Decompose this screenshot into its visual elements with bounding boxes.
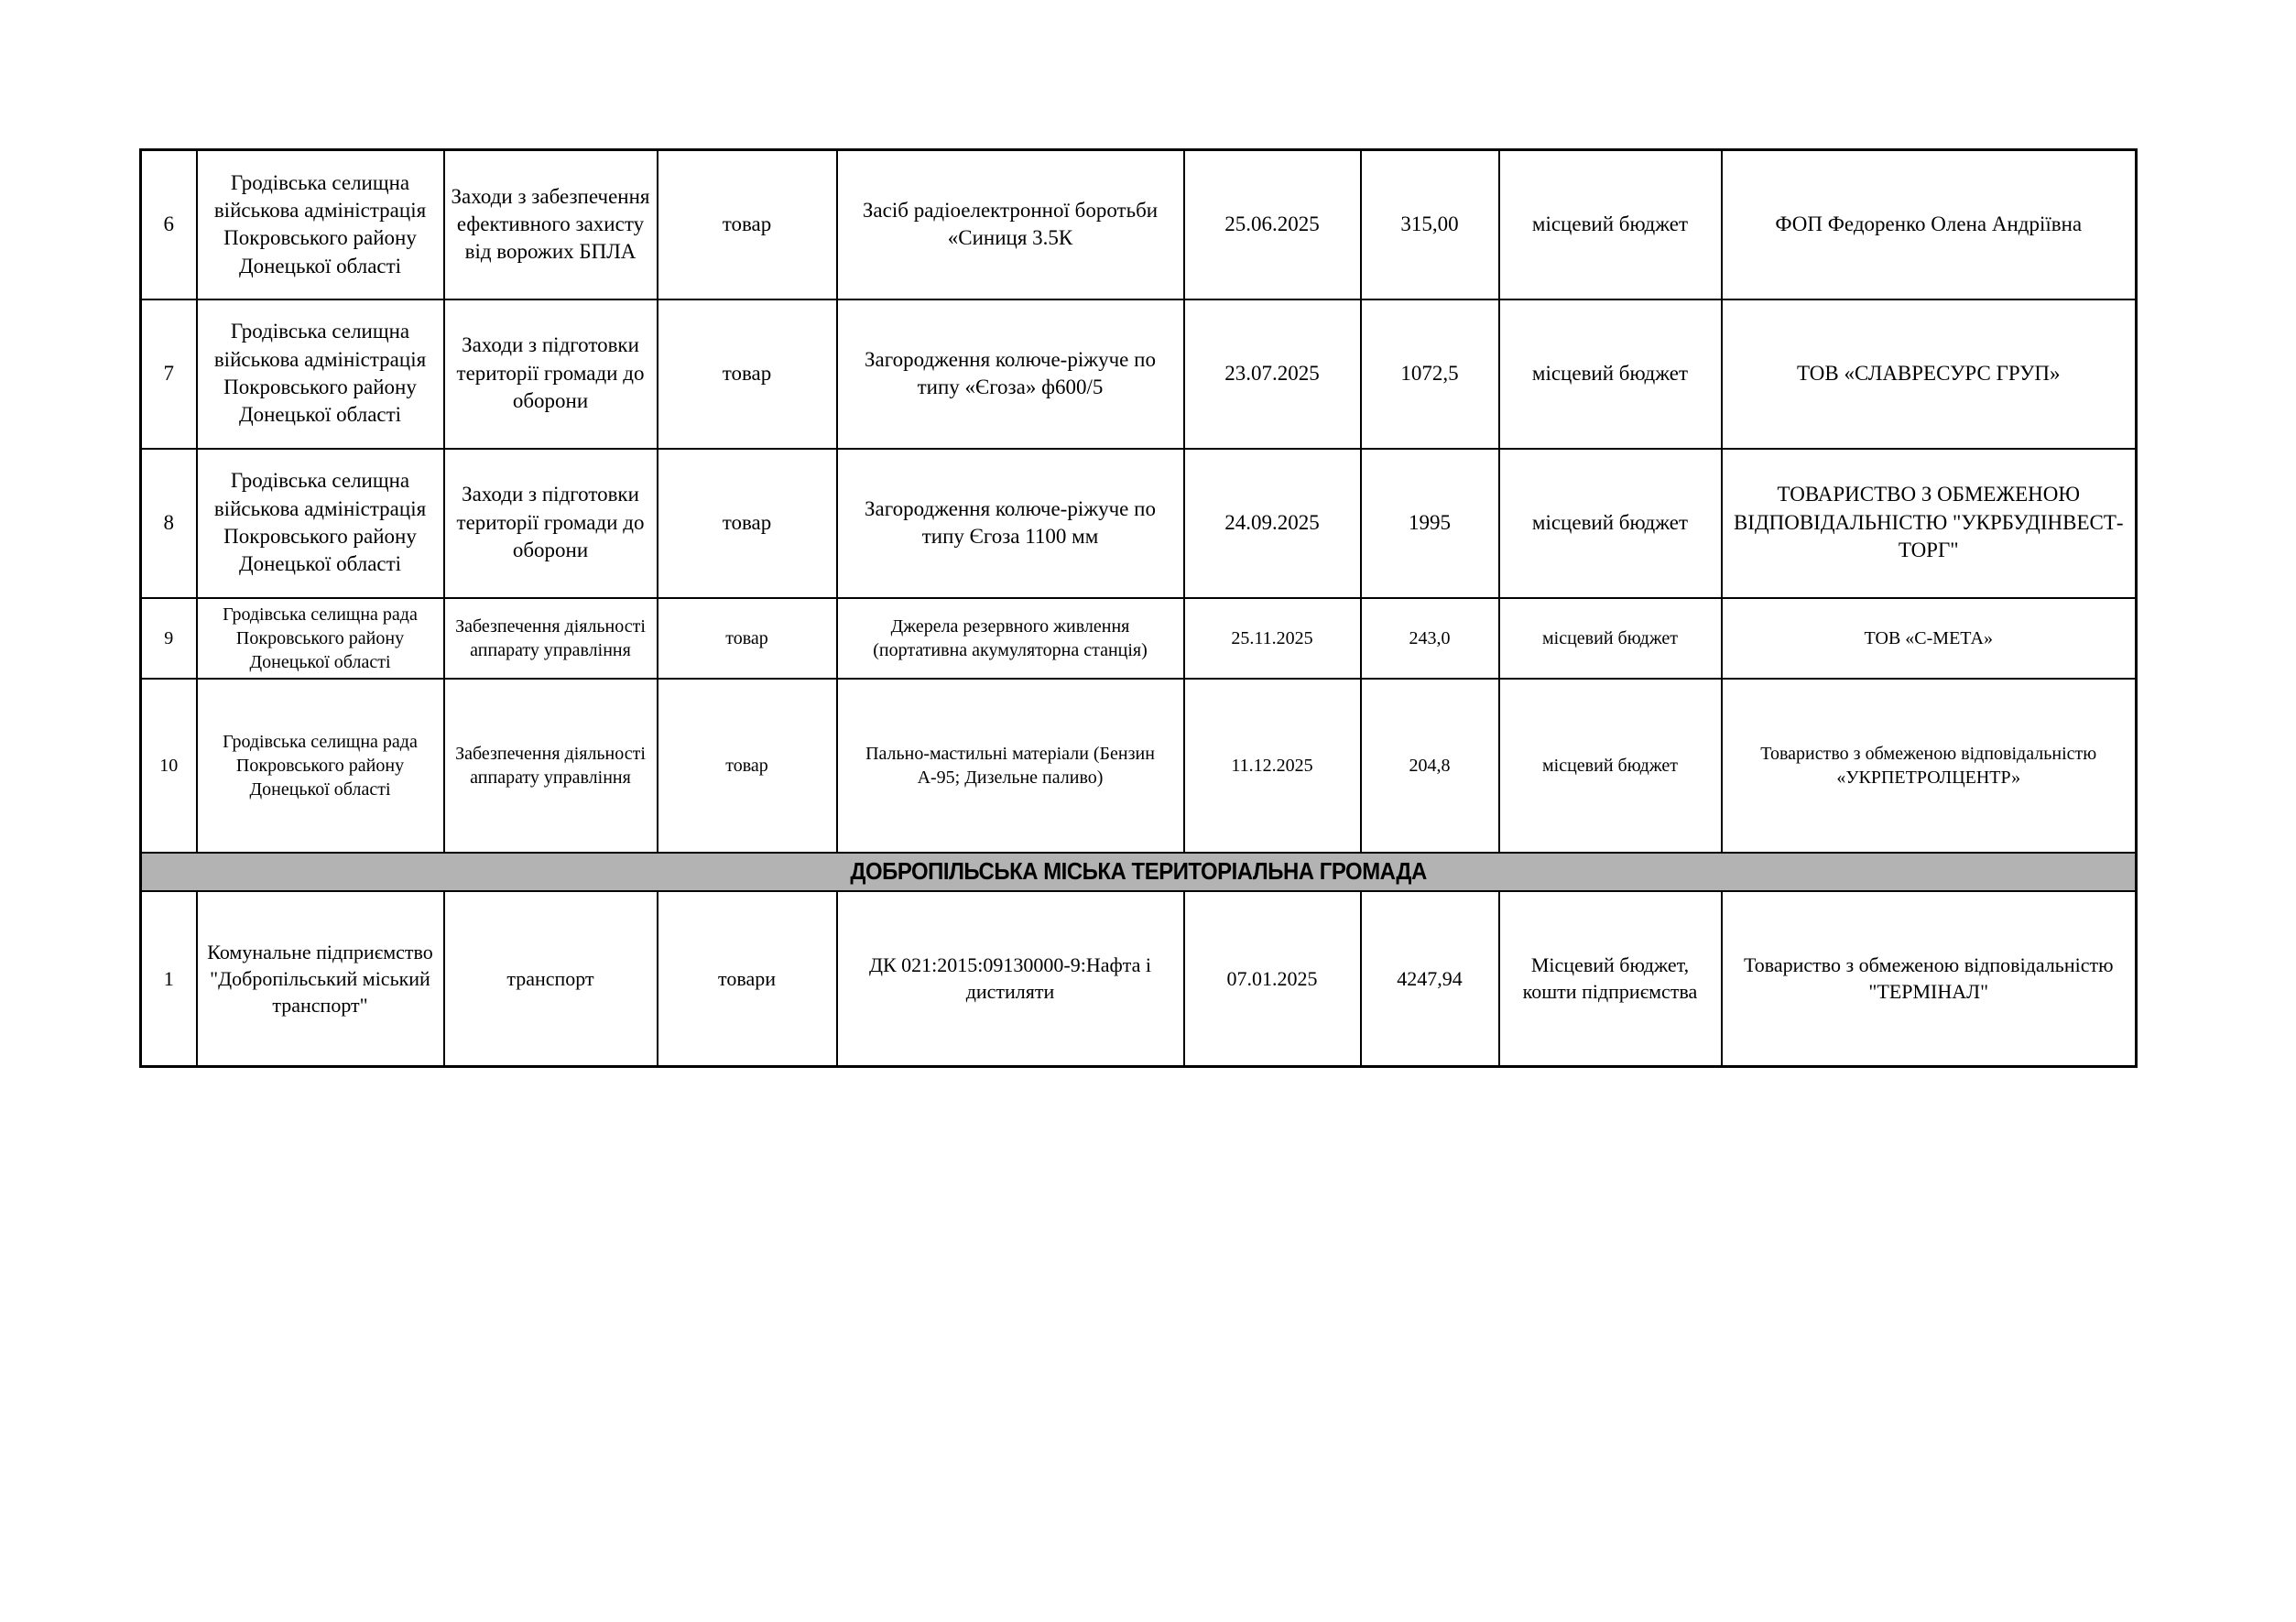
customer-cell: Гродівська селищна рада Покровського району Донецької області [197, 598, 444, 679]
procurement-table-body [141, 150, 2137, 1067]
item-cell: Загородження колюче-ріжуче по типу Єгоза 1100 мм [837, 449, 1184, 598]
section-header-cell [141, 853, 2137, 891]
date-cell: 24.09.2025 [1184, 449, 1361, 598]
type-cell: товар [658, 679, 837, 853]
table-row [141, 449, 2137, 598]
table-row [141, 891, 2137, 1067]
row-number-cell: 10 [141, 679, 197, 853]
table-row [141, 598, 2137, 679]
supplier-cell: ТОВ «С-МЕТА» [1722, 598, 2137, 679]
supplier-cell: Товариство з обмеженою відповідальністю «УКРПЕТРОЛЦЕНТР» [1722, 679, 2137, 853]
date-cell: 25.11.2025 [1184, 598, 1361, 679]
item-cell: Джерела резервного живлення (портативна акумуляторна станція) [837, 598, 1184, 679]
section-header-label: ДОБРОПІЛЬСЬКА МІСЬКА ТЕРИТОРІАЛЬНА ГРОМАДА [850, 857, 1427, 886]
date-cell: 23.07.2025 [1184, 299, 1361, 449]
date-cell: 11.12.2025 [1184, 679, 1361, 853]
funding-cell: місцевий бюджет [1499, 150, 1722, 299]
procurement-table [139, 148, 2138, 1068]
item-cell: ДК 021:2015:09130000-9:Нафта і дистиляти [837, 891, 1184, 1067]
amount-cell: 1072,5 [1361, 299, 1499, 449]
supplier-cell: ТОВАРИСТВО З ОБМЕЖЕНОЮ ВІДПОВІДАЛЬНІСТЮ "УКРБУДІНВЕСТ-ТОРГ" [1722, 449, 2137, 598]
table-row [141, 150, 2137, 299]
measure-cell: Забезпечення діяльності аппарату управління [444, 679, 658, 853]
supplier-cell: ФОП Федоренко Олена Андріївна [1722, 150, 2137, 299]
customer-cell: Комунальне підприємство "Добропільський міський транспорт" [197, 891, 444, 1067]
section-header-row [141, 853, 2137, 891]
amount-cell: 243,0 [1361, 598, 1499, 679]
funding-cell: місцевий бюджет [1499, 598, 1722, 679]
date-cell: 07.01.2025 [1184, 891, 1361, 1067]
customer-cell: Гродівська селищна військова адміністрація Покровського району Донецької області [197, 449, 444, 598]
item-cell: Пально-мастильні матеріали (Бензин А-95; Дизельне паливо) [837, 679, 1184, 853]
row-number-cell: 9 [141, 598, 197, 679]
customer-cell: Гродівська селищна рада Покровського району Донецької області [197, 679, 444, 853]
amount-cell: 204,8 [1361, 679, 1499, 853]
measure-cell: Забезпечення діяльності аппарату управління [444, 598, 658, 679]
customer-cell: Гродівська селищна військова адміністрація Покровського району Донецької області [197, 299, 444, 449]
row-number-cell: 6 [141, 150, 197, 299]
type-cell: товар [658, 449, 837, 598]
measure-cell: Заходи з забезпечення ефективного захисту від ворожих БПЛА [444, 150, 658, 299]
table-row [141, 299, 2137, 449]
measure-cell: транспорт [444, 891, 658, 1067]
type-cell: товар [658, 598, 837, 679]
amount-cell: 4247,94 [1361, 891, 1499, 1067]
supplier-cell: ТОВ «СЛАВРЕСУРС ГРУП» [1722, 299, 2137, 449]
type-cell: товар [658, 299, 837, 449]
supplier-cell: Товариство з обмеженою відповідальністю "ТЕРМІНАЛ" [1722, 891, 2137, 1067]
amount-cell: 1995 [1361, 449, 1499, 598]
funding-cell: місцевий бюджет [1499, 679, 1722, 853]
table-row [141, 679, 2137, 853]
date-cell: 25.06.2025 [1184, 150, 1361, 299]
item-cell: Загородження колюче-ріжуче по типу «Єгоза» ф600/5 [837, 299, 1184, 449]
measure-cell: Заходи з підготовки території громади до оборони [444, 299, 658, 449]
customer-cell: Гродівська селищна військова адміністрація Покровського району Донецької області [197, 150, 444, 299]
funding-cell: місцевий бюджет [1499, 299, 1722, 449]
row-number-cell: 8 [141, 449, 197, 598]
type-cell: товар [658, 150, 837, 299]
funding-cell: місцевий бюджет [1499, 449, 1722, 598]
row-number-cell: 1 [141, 891, 197, 1067]
item-cell: Засіб радіоелектронної боротьби «Синиця 3.5К [837, 150, 1184, 299]
amount-cell: 315,00 [1361, 150, 1499, 299]
type-cell: товари [658, 891, 837, 1067]
funding-cell: Місцевий бюджет, кошти підприємства [1499, 891, 1722, 1067]
row-number-cell: 7 [141, 299, 197, 449]
measure-cell: Заходи з підготовки території громади до оборони [444, 449, 658, 598]
